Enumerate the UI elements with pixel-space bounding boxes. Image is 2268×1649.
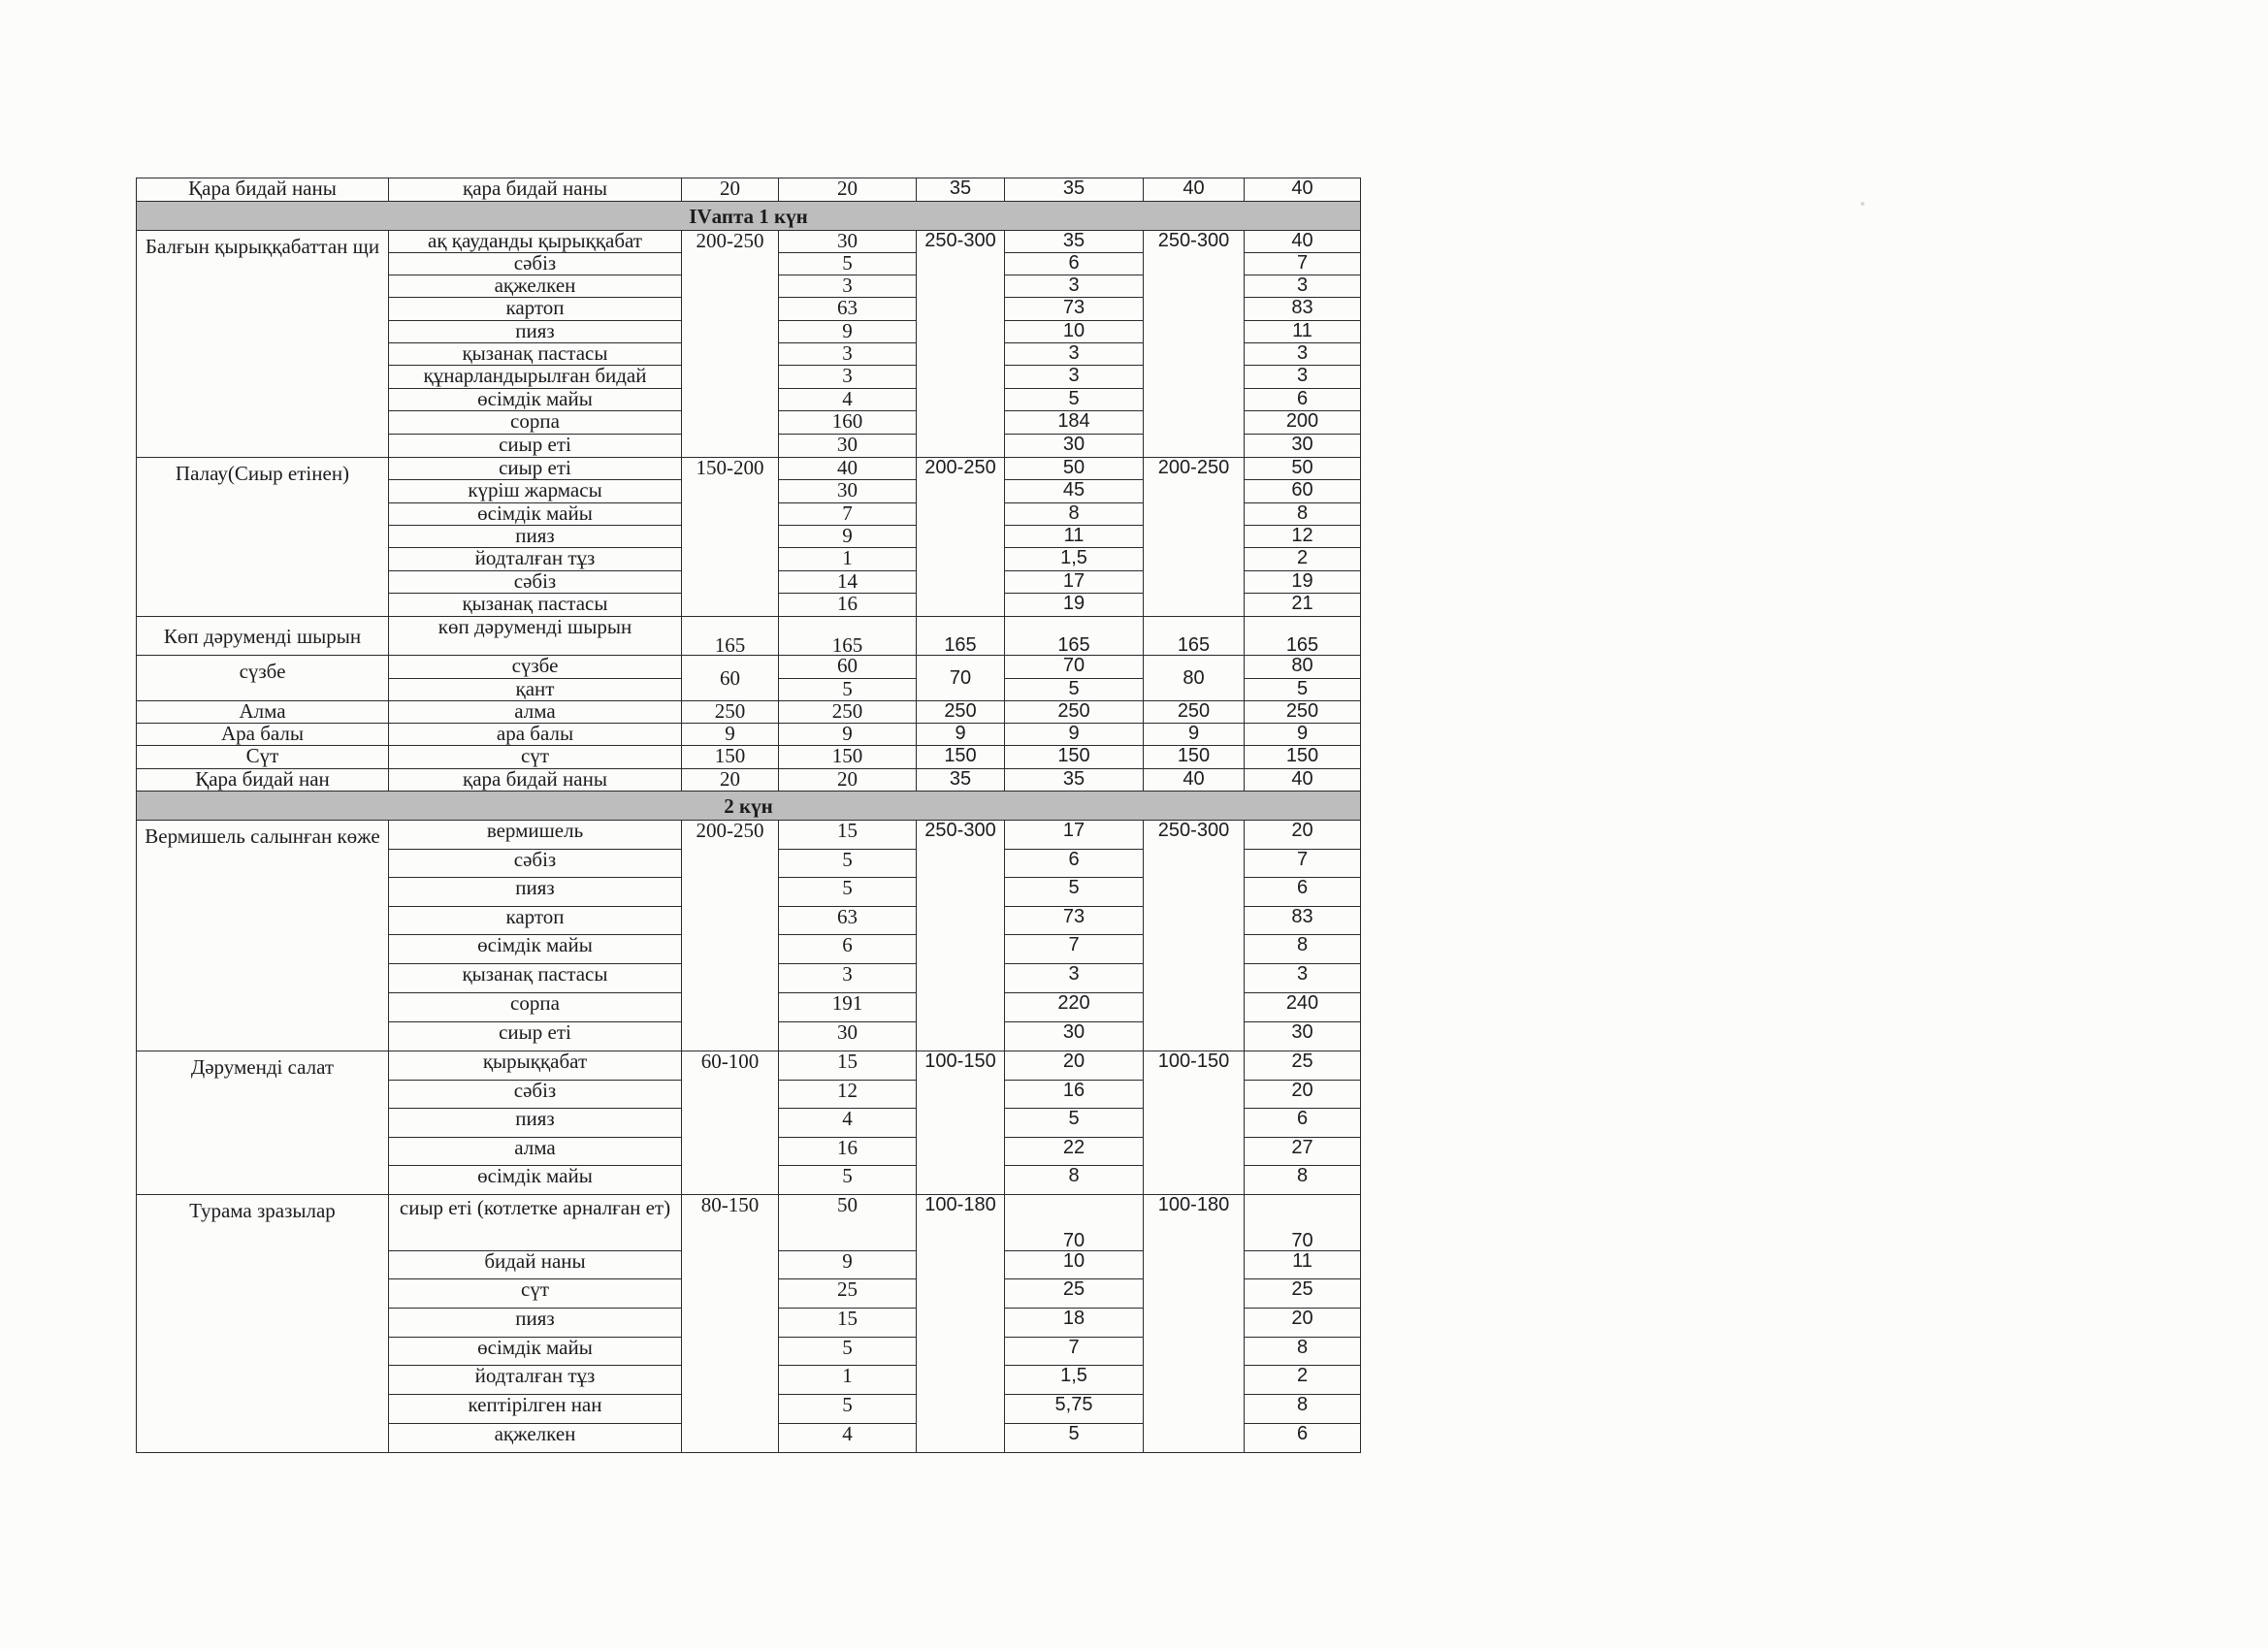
- portion-cell-age1: 165: [682, 617, 779, 656]
- gram-cell-age2: 73: [1005, 298, 1144, 321]
- gram-cell-age2: 10: [1005, 321, 1144, 343]
- portion-cell-age3: 100-150: [1144, 1051, 1245, 1195]
- portion-cell-age3: 165: [1144, 617, 1245, 656]
- gram-cell-age3: 19: [1245, 571, 1361, 594]
- gram-cell-age1: 191: [779, 993, 917, 1022]
- gram-cell-age2: 9: [1005, 724, 1144, 746]
- gram-cell-age2: 220: [1005, 993, 1144, 1022]
- gram-cell-age3: 8: [1245, 935, 1361, 964]
- gram-cell-age1: 20: [779, 178, 917, 202]
- portion-cell-age3: 9: [1144, 724, 1245, 746]
- gram-cell-age1: 3: [779, 343, 917, 366]
- gram-cell-age3: 7: [1245, 850, 1361, 878]
- ingredient-cell: құнарландырылған бидай: [389, 366, 682, 389]
- gram-cell-age1: 63: [779, 907, 917, 935]
- ingredient-cell: пияз: [389, 321, 682, 343]
- gram-cell-age1: 9: [779, 321, 917, 343]
- gram-cell-age2: 1,5: [1005, 548, 1144, 571]
- section-title: IVапта 1 күн: [137, 202, 1361, 231]
- ingredient-cell: сиыр еті: [389, 458, 682, 480]
- gram-cell-age3: 3: [1245, 343, 1361, 366]
- gram-cell-age1: 165: [779, 617, 917, 656]
- gram-cell-age2: 165: [1005, 617, 1144, 656]
- gram-cell-age1: 12: [779, 1081, 917, 1109]
- gram-cell-age1: 4: [779, 389, 917, 411]
- table-row: [137, 231, 1361, 253]
- portion-cell-age2: 100-180: [917, 1195, 1005, 1453]
- gram-cell-age1: 5: [779, 878, 917, 907]
- dish-name-cell: Турама зразылар: [137, 1195, 389, 1453]
- ingredient-cell: кептірілген нан: [389, 1395, 682, 1424]
- ingredient-cell: ақжелкен: [389, 1424, 682, 1453]
- ingredient-cell: сәбіз: [389, 1081, 682, 1109]
- portion-cell-age1: 200-250: [682, 231, 779, 458]
- gram-cell-age2: 5: [1005, 1424, 1144, 1453]
- scan-speck: [1861, 202, 1864, 206]
- gram-cell-age1: 160: [779, 411, 917, 435]
- gram-cell-age1: 30: [779, 435, 917, 458]
- ingredient-cell: қырыққабат: [389, 1051, 682, 1081]
- gram-cell-age1: 20: [779, 769, 917, 792]
- portion-cell-age1: 20: [682, 178, 779, 202]
- gram-cell-age1: 40: [779, 458, 917, 480]
- gram-cell-age2: 73: [1005, 907, 1144, 935]
- table-row: [137, 746, 1361, 769]
- gram-cell-age3: 150: [1245, 746, 1361, 769]
- ingredient-cell: ара балы: [389, 724, 682, 746]
- ingredient-cell: вермишель: [389, 821, 682, 850]
- gram-cell-age2: 70: [1005, 656, 1144, 679]
- portion-cell-age3: 200-250: [1144, 458, 1245, 617]
- gram-cell-age2: 3: [1005, 964, 1144, 993]
- dish-name-cell: сүзбе: [137, 656, 389, 701]
- table-row: [137, 617, 1361, 656]
- gram-cell-age1: 60: [779, 656, 917, 679]
- gram-cell-age2: 18: [1005, 1309, 1144, 1338]
- portion-cell-age3: 40: [1144, 178, 1245, 202]
- table-row: [137, 1195, 1361, 1251]
- gram-cell-age2: 7: [1005, 935, 1144, 964]
- ingredient-cell: сүт: [389, 1279, 682, 1309]
- dish-name-cell: Вермишель салынған көже: [137, 821, 389, 1051]
- gram-cell-age2: 5: [1005, 679, 1144, 701]
- gram-cell-age1: 3: [779, 275, 917, 298]
- gram-cell-age2: 150: [1005, 746, 1144, 769]
- gram-cell-age3: 6: [1245, 389, 1361, 411]
- gram-cell-age1: 6: [779, 935, 917, 964]
- portion-cell-age2: 35: [917, 769, 1005, 792]
- ingredient-cell: бидай наны: [389, 1251, 682, 1279]
- gram-cell-age3: 11: [1245, 1251, 1361, 1279]
- gram-cell-age2: 20: [1005, 1051, 1144, 1081]
- ingredient-cell: сиыр еті: [389, 1022, 682, 1051]
- gram-cell-age3: 2: [1245, 548, 1361, 571]
- gram-cell-age2: 30: [1005, 435, 1144, 458]
- gram-cell-age2: 10: [1005, 1251, 1144, 1279]
- portion-cell-age1: 9: [682, 724, 779, 746]
- gram-cell-age2: 1,5: [1005, 1366, 1144, 1395]
- gram-cell-age1: 4: [779, 1424, 917, 1453]
- ingredient-cell: сәбіз: [389, 571, 682, 594]
- gram-cell-age2: 184: [1005, 411, 1144, 435]
- gram-cell-age1: 15: [779, 821, 917, 850]
- gram-cell-age1: 5: [779, 1395, 917, 1424]
- portion-cell-age2: 70: [917, 656, 1005, 701]
- gram-cell-age3: 165: [1245, 617, 1361, 656]
- gram-cell-age1: 16: [779, 1138, 917, 1166]
- section-header-row: [137, 792, 1361, 821]
- portion-cell-age2: 250-300: [917, 821, 1005, 1051]
- portion-cell-age3: 250-300: [1144, 821, 1245, 1051]
- gram-cell-age3: 20: [1245, 1309, 1361, 1338]
- gram-cell-age3: 25: [1245, 1051, 1361, 1081]
- gram-cell-age2: 5: [1005, 389, 1144, 411]
- gram-cell-age3: 8: [1245, 1395, 1361, 1424]
- dish-name-cell: Қара бидай наны: [137, 178, 389, 202]
- portion-cell-age1: 60-100: [682, 1051, 779, 1195]
- ingredient-cell: сүт: [389, 746, 682, 769]
- ingredient-cell: сорпа: [389, 993, 682, 1022]
- gram-cell-age2: 70: [1005, 1195, 1144, 1251]
- gram-cell-age3: 12: [1245, 526, 1361, 548]
- gram-cell-age2: 16: [1005, 1081, 1144, 1109]
- portion-cell-age2: 35: [917, 178, 1005, 202]
- ingredient-cell: пияз: [389, 1309, 682, 1338]
- gram-cell-age1: 150: [779, 746, 917, 769]
- gram-cell-age3: 25: [1245, 1279, 1361, 1309]
- ingredient-cell: өсімдік майы: [389, 503, 682, 526]
- gram-cell-age3: 80: [1245, 656, 1361, 679]
- ingredient-cell: қара бидай наны: [389, 769, 682, 792]
- gram-cell-age3: 83: [1245, 298, 1361, 321]
- gram-cell-age1: 1: [779, 548, 917, 571]
- gram-cell-age3: 11: [1245, 321, 1361, 343]
- gram-cell-age1: 30: [779, 1022, 917, 1051]
- gram-cell-age1: 5: [779, 1166, 917, 1195]
- ingredient-cell: картоп: [389, 298, 682, 321]
- gram-cell-age3: 3: [1245, 964, 1361, 993]
- gram-cell-age1: 250: [779, 701, 917, 724]
- portion-cell-age2: 165: [917, 617, 1005, 656]
- gram-cell-age2: 250: [1005, 701, 1144, 724]
- portion-cell-age1: 60: [682, 656, 779, 701]
- gram-cell-age1: 15: [779, 1051, 917, 1081]
- gram-cell-age1: 3: [779, 366, 917, 389]
- gram-cell-age3: 8: [1245, 503, 1361, 526]
- ingredient-cell: йодталған тұз: [389, 548, 682, 571]
- ingredient-cell: сорпа: [389, 411, 682, 435]
- gram-cell-age3: 60: [1245, 480, 1361, 503]
- ingredient-cell: өсімдік майы: [389, 935, 682, 964]
- gram-cell-age2: 8: [1005, 503, 1144, 526]
- gram-cell-age1: 5: [779, 253, 917, 275]
- gram-cell-age3: 6: [1245, 878, 1361, 907]
- gram-cell-age2: 17: [1005, 571, 1144, 594]
- ingredient-cell: қызанақ пастасы: [389, 594, 682, 617]
- table-row: [137, 458, 1361, 480]
- gram-cell-age2: 11: [1005, 526, 1144, 548]
- table-row: [137, 769, 1361, 792]
- gram-cell-age3: 40: [1245, 178, 1361, 202]
- gram-cell-age1: 3: [779, 964, 917, 993]
- gram-cell-age2: 50: [1005, 458, 1144, 480]
- gram-cell-age3: 7: [1245, 253, 1361, 275]
- gram-cell-age3: 240: [1245, 993, 1361, 1022]
- gram-cell-age2: 30: [1005, 1022, 1144, 1051]
- portion-cell-age2: 250: [917, 701, 1005, 724]
- ingredient-cell: пияз: [389, 526, 682, 548]
- portion-cell-age3: 150: [1144, 746, 1245, 769]
- gram-cell-age3: 3: [1245, 275, 1361, 298]
- dish-name-cell: Балғын қырыққабаттан щи: [137, 231, 389, 458]
- gram-cell-age2: 35: [1005, 769, 1144, 792]
- section-header-row: [137, 202, 1361, 231]
- gram-cell-age2: 3: [1005, 366, 1144, 389]
- ingredient-cell: алма: [389, 1138, 682, 1166]
- portion-cell-age1: 80-150: [682, 1195, 779, 1453]
- gram-cell-age3: 27: [1245, 1138, 1361, 1166]
- gram-cell-age2: 6: [1005, 253, 1144, 275]
- ingredient-cell: күріш жармасы: [389, 480, 682, 503]
- gram-cell-age3: 3: [1245, 366, 1361, 389]
- portion-cell-age2: 100-150: [917, 1051, 1005, 1195]
- gram-cell-age1: 7: [779, 503, 917, 526]
- portion-cell-age3: 80: [1144, 656, 1245, 701]
- gram-cell-age1: 9: [779, 724, 917, 746]
- ingredient-cell: йодталған тұз: [389, 1366, 682, 1395]
- gram-cell-age1: 5: [779, 1338, 917, 1366]
- table-row: [137, 821, 1361, 850]
- ingredient-cell: ақжелкен: [389, 275, 682, 298]
- gram-cell-age2: 3: [1005, 343, 1144, 366]
- gram-cell-age3: 20: [1245, 1081, 1361, 1109]
- gram-cell-age3: 83: [1245, 907, 1361, 935]
- gram-cell-age1: 1: [779, 1366, 917, 1395]
- gram-cell-age1: 9: [779, 526, 917, 548]
- portion-cell-age2: 9: [917, 724, 1005, 746]
- gram-cell-age1: 9: [779, 1251, 917, 1279]
- table-row: [137, 701, 1361, 724]
- gram-cell-age2: 5,75: [1005, 1395, 1144, 1424]
- gram-cell-age3: 2: [1245, 1366, 1361, 1395]
- ingredient-cell: өсімдік майы: [389, 1338, 682, 1366]
- ingredient-cell: қант: [389, 679, 682, 701]
- ingredient-cell: сиыр еті (котлетке арналған ет): [389, 1195, 682, 1251]
- portion-cell-age2: 200-250: [917, 458, 1005, 617]
- menu-table: [136, 178, 1361, 1453]
- gram-cell-age2: 5: [1005, 878, 1144, 907]
- dish-name-cell: Алма: [137, 701, 389, 724]
- gram-cell-age3: 6: [1245, 1424, 1361, 1453]
- portion-cell-age1: 150: [682, 746, 779, 769]
- ingredient-cell: пияз: [389, 1109, 682, 1138]
- dish-name-cell: Ара балы: [137, 724, 389, 746]
- gram-cell-age1: 30: [779, 480, 917, 503]
- gram-cell-age2: 7: [1005, 1338, 1144, 1366]
- gram-cell-age2: 6: [1005, 850, 1144, 878]
- gram-cell-age3: 250: [1245, 701, 1361, 724]
- gram-cell-age2: 22: [1005, 1138, 1144, 1166]
- ingredient-cell: сүзбе: [389, 656, 682, 679]
- portion-cell-age2: 250-300: [917, 231, 1005, 458]
- gram-cell-age2: 3: [1005, 275, 1144, 298]
- dish-name-cell: Қара бидай нан: [137, 769, 389, 792]
- gram-cell-age1: 5: [779, 679, 917, 701]
- portion-cell-age3: 250-300: [1144, 231, 1245, 458]
- gram-cell-age3: 40: [1245, 231, 1361, 253]
- gram-cell-age3: 200: [1245, 411, 1361, 435]
- portion-cell-age3: 250: [1144, 701, 1245, 724]
- gram-cell-age3: 50: [1245, 458, 1361, 480]
- portion-cell-age1: 20: [682, 769, 779, 792]
- gram-cell-age3: 20: [1245, 821, 1361, 850]
- gram-cell-age1: 30: [779, 231, 917, 253]
- table-row: [137, 1051, 1361, 1081]
- ingredient-cell: сәбіз: [389, 850, 682, 878]
- gram-cell-age2: 17: [1005, 821, 1144, 850]
- gram-cell-age1: 4: [779, 1109, 917, 1138]
- gram-cell-age3: 21: [1245, 594, 1361, 617]
- table-row: [137, 724, 1361, 746]
- ingredient-cell: картоп: [389, 907, 682, 935]
- gram-cell-age3: 6: [1245, 1109, 1361, 1138]
- ingredient-cell: сәбіз: [389, 253, 682, 275]
- portion-cell-age3: 100-180: [1144, 1195, 1245, 1453]
- table-row: [137, 656, 1361, 679]
- table-row: [137, 178, 1361, 202]
- ingredient-cell: қызанақ пастасы: [389, 343, 682, 366]
- gram-cell-age3: 30: [1245, 1022, 1361, 1051]
- dish-name-cell: Сүт: [137, 746, 389, 769]
- dish-name-cell: Палау(Сиыр етінен): [137, 458, 389, 617]
- gram-cell-age1: 14: [779, 571, 917, 594]
- section-title: 2 күн: [137, 792, 1361, 821]
- gram-cell-age3: 5: [1245, 679, 1361, 701]
- gram-cell-age1: 63: [779, 298, 917, 321]
- gram-cell-age3: 40: [1245, 769, 1361, 792]
- gram-cell-age2: 5: [1005, 1109, 1144, 1138]
- gram-cell-age2: 35: [1005, 178, 1144, 202]
- ingredient-cell: сиыр еті: [389, 435, 682, 458]
- portion-cell-age1: 250: [682, 701, 779, 724]
- ingredient-cell: қызанақ пастасы: [389, 964, 682, 993]
- gram-cell-age1: 50: [779, 1195, 917, 1251]
- portion-cell-age3: 40: [1144, 769, 1245, 792]
- dish-name-cell: Дәруменді салат: [137, 1051, 389, 1195]
- ingredient-cell: өсімдік майы: [389, 389, 682, 411]
- gram-cell-age2: 8: [1005, 1166, 1144, 1195]
- portion-cell-age2: 150: [917, 746, 1005, 769]
- ingredient-cell: алма: [389, 701, 682, 724]
- dish-name-cell: Көп дәруменді шырын: [137, 617, 389, 656]
- gram-cell-age2: 25: [1005, 1279, 1144, 1309]
- portion-cell-age1: 150-200: [682, 458, 779, 617]
- gram-cell-age1: 16: [779, 594, 917, 617]
- gram-cell-age1: 25: [779, 1279, 917, 1309]
- ingredient-cell: пияз: [389, 878, 682, 907]
- gram-cell-age2: 45: [1005, 480, 1144, 503]
- ingredient-cell: өсімдік майы: [389, 1166, 682, 1195]
- ingredient-cell: ақ қауданды қырыққабат: [389, 231, 682, 253]
- gram-cell-age3: 8: [1245, 1338, 1361, 1366]
- gram-cell-age1: 15: [779, 1309, 917, 1338]
- ingredient-cell: қара бидай наны: [389, 178, 682, 202]
- gram-cell-age1: 5: [779, 850, 917, 878]
- gram-cell-age3: 70: [1245, 1195, 1361, 1251]
- ingredient-cell: көп дәруменді шырын: [389, 617, 682, 656]
- portion-cell-age1: 200-250: [682, 821, 779, 1051]
- gram-cell-age3: 9: [1245, 724, 1361, 746]
- gram-cell-age3: 8: [1245, 1166, 1361, 1195]
- gram-cell-age3: 30: [1245, 435, 1361, 458]
- gram-cell-age2: 35: [1005, 231, 1144, 253]
- gram-cell-age2: 19: [1005, 594, 1144, 617]
